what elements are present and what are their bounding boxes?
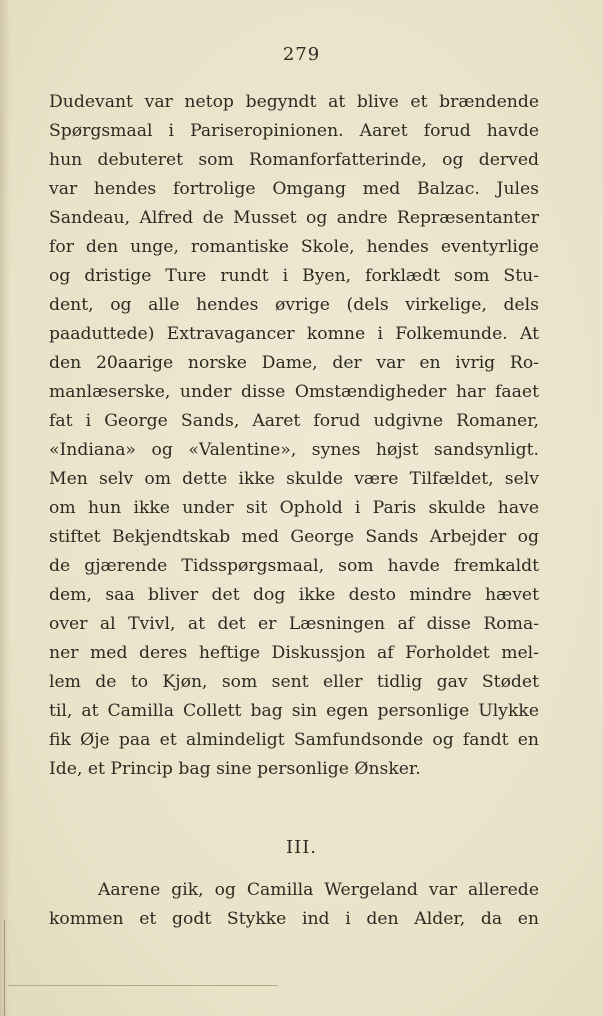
text-line: den 20aarige norske Dame, der var en ivrig Ro-	[49, 353, 539, 373]
text-line: stiftet Bekjendtskab med George Sands Arbejder og	[49, 527, 539, 547]
text-line: fik Øje paa et almindeligt Samfundsonde og fandt en	[49, 730, 539, 750]
text-line: Aarene gik, og Camilla Wergeland var allerede	[98, 880, 539, 900]
text-line: hun debuteret som Romanforfatterinde, og derved	[49, 150, 539, 170]
section-heading: III.	[285, 837, 318, 858]
text-line: Dudevant var netop begyndt at blive et brændende	[49, 92, 539, 112]
text-line: Men selv om dette ikke skulde være Tilfældet, selv	[49, 469, 539, 489]
page-bottom-rule	[8, 985, 278, 986]
text-line: ner med deres heftige Diskussjon af Forholdet mel-	[49, 643, 539, 663]
text-line: for den unge, romantiske Skole, hendes eventyrlige	[49, 237, 539, 257]
page-edge-shadow	[0, 0, 10, 1016]
text-line: om hun ikke under sit Ophold i Paris skulde have	[49, 498, 539, 518]
text-line: Sandeau, Alfred de Musset og andre Repræsentanter	[49, 208, 539, 228]
text-line: kommen et godt Stykke ind i den Alder, da en	[49, 909, 539, 929]
text-line: og dristige Ture rundt i Byen, forklædt som Stu-	[49, 266, 539, 286]
text-line: Spørgsmaal i Pariseropinionen. Aaret forud havde	[49, 121, 539, 141]
text-line: over al Tvivl, at det er Læsningen af disse Roma-	[49, 614, 539, 634]
text-line: «Indiana» og «Valentine», synes højst sandsynligt.	[49, 440, 539, 460]
text-line: fat i George Sands, Aaret forud udgivne Romaner,	[49, 411, 539, 431]
text-line: manlæserske, under disse Omstændigheder har faaet	[49, 382, 539, 402]
text-line: var hendes fortrolige Omgang med Balzac. Jules	[49, 179, 539, 199]
text-line: de gjærende Tidsspørgsmaal, som havde fremkaldt	[49, 556, 539, 576]
text-line: til, at Camilla Collett bag sin egen personlige Ulykke	[49, 701, 539, 721]
text-line: lem de to Kjøn, som sent eller tidlig gav Stødet	[49, 672, 539, 692]
page-edge-line	[4, 920, 5, 1016]
text-line: paaduttede) Extravagancer komne i Folkemunde. At	[49, 324, 539, 344]
text-line: dem, saa bliver det dog ikke desto mindre hævet	[49, 585, 539, 605]
text-line: Ide, et Princip bag sine personlige Ønsker.	[49, 759, 421, 779]
text-line: dent, og alle hendes øvrige (dels virkelige, dels	[49, 295, 539, 315]
page-number: 279	[282, 44, 321, 65]
